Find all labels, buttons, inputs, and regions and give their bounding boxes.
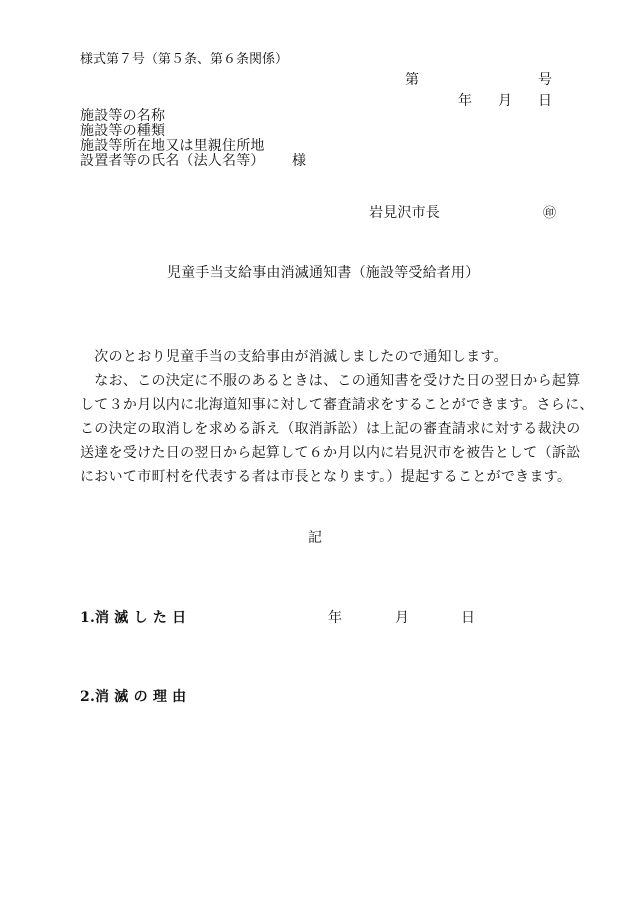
doc-number-prefix: 第 xyxy=(405,72,420,88)
founder-name-label: 設置者等の氏名（法人名等） xyxy=(80,153,265,169)
document-title: 児童手当支給事由消滅通知書（施設等受給者用） xyxy=(167,265,480,281)
doc-number-suffix: 号 xyxy=(538,72,553,88)
body-paragraph-2 xyxy=(80,369,594,489)
body-line: して３か月以内に北海道知事に対して審査請求をすることができます。さらに、 xyxy=(80,397,594,413)
date-day-label: 日 xyxy=(538,93,553,109)
facility-type-label: 施設等の種類 xyxy=(80,123,166,139)
ki-heading: 記 xyxy=(308,530,323,546)
body-paragraph-1-text: 次のとおり児童手当の支給事由が消滅しましたので通知します。 xyxy=(80,349,508,365)
form-number: 様式第７号（第５条、第６条関係） xyxy=(80,52,289,67)
item1-label: 1.消 滅 し た 日 xyxy=(80,610,187,626)
seal-mark: ㊞ xyxy=(543,206,557,221)
facility-name-label: 施設等の名称 xyxy=(80,108,166,124)
item1-month-label: 月 xyxy=(395,610,410,626)
body-paragraph-1 xyxy=(80,345,560,369)
item2-label: 2.消 滅 の 理 由 xyxy=(80,689,187,705)
date-month-label: 月 xyxy=(498,93,513,109)
facility-address-label: 施設等所在地又は里親住所地 xyxy=(80,138,265,154)
mayor-label: 岩見沢市長 xyxy=(369,205,440,221)
item1-year-label: 年 xyxy=(328,610,343,626)
body-line: この決定の取消しを求める訴え（取消訴訟）は上記の審査請求に対する裁決の xyxy=(80,421,581,437)
body-line: 送達を受けた日の翌日から起算して６か月以内に岩見沢市を被告として（訴訟 xyxy=(80,445,581,461)
item1-day-label: 日 xyxy=(461,610,476,626)
honorific: 様 xyxy=(292,153,307,169)
body-line: において市町村を代表する者は市長となります。）提起することができます。 xyxy=(80,469,572,485)
date-year-label: 年 xyxy=(458,93,473,109)
body-line: なお、この決定に不服のあるときは、この通知書を受けた日の翌日から起算 xyxy=(80,373,581,389)
